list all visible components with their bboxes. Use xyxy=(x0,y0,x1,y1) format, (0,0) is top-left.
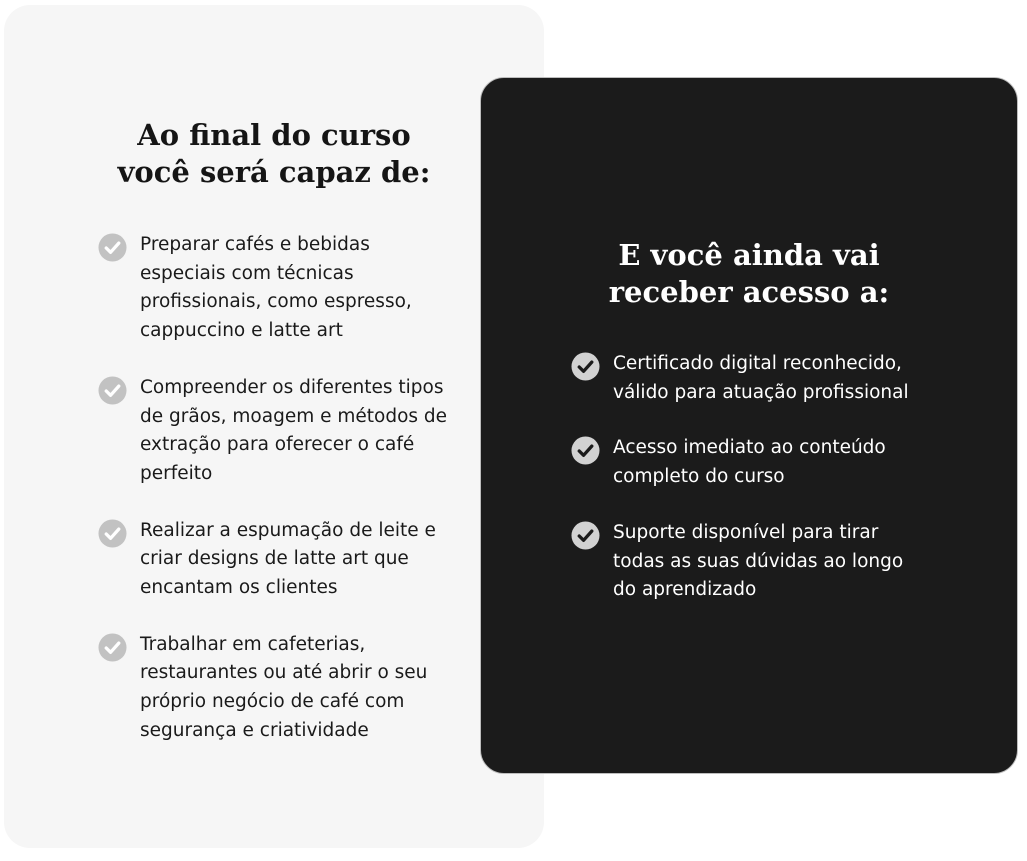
list-item xyxy=(571,519,931,605)
list-item-text: Realizar a espumação de leite e criar designs de latte art que encantam os clientes xyxy=(140,519,436,599)
bonus-access-list xyxy=(571,350,931,632)
list-item xyxy=(98,631,458,746)
list-item xyxy=(571,350,931,407)
bonus-access-title: E você ainda vai receber acesso a: xyxy=(608,238,890,309)
check-circle-icon xyxy=(571,521,600,550)
check-circle-icon xyxy=(98,376,127,405)
list-item-text: Suporte disponível para tirar todas as suas dúvidas ao longo do aprendizado xyxy=(613,521,904,601)
learning-outcomes-list xyxy=(98,231,458,774)
list-item-text: Compreender os diferentes tipos de grãos, moagem e métodos de extração para oferecer o café perfeito xyxy=(140,376,448,484)
check-circle-icon xyxy=(571,352,600,381)
list-item-text: Preparar cafés e bebidas especiais com técnicas profissionais, como espresso, cappuccino e latte art xyxy=(140,234,412,342)
check-circle-icon xyxy=(571,436,600,465)
list-item xyxy=(98,517,458,603)
learning-outcomes-title: Ao final do curso você será capaz de: xyxy=(117,118,431,189)
check-circle-icon xyxy=(98,233,127,262)
list-item xyxy=(571,434,931,491)
check-circle-icon xyxy=(98,519,127,548)
list-item-text: Certificado digital reconhecido, válido para atuação profissional xyxy=(613,353,909,403)
list-item xyxy=(98,374,458,489)
list-item-text: Acesso imediato ao conteúdo completo do curso xyxy=(613,437,886,488)
check-circle-icon xyxy=(98,633,127,662)
list-item-text: Trabalhar em cafeterias, restaurantes ou até abrir o seu próprio negócio de café com segurança e criatividade xyxy=(140,633,428,741)
list-item xyxy=(98,231,458,346)
